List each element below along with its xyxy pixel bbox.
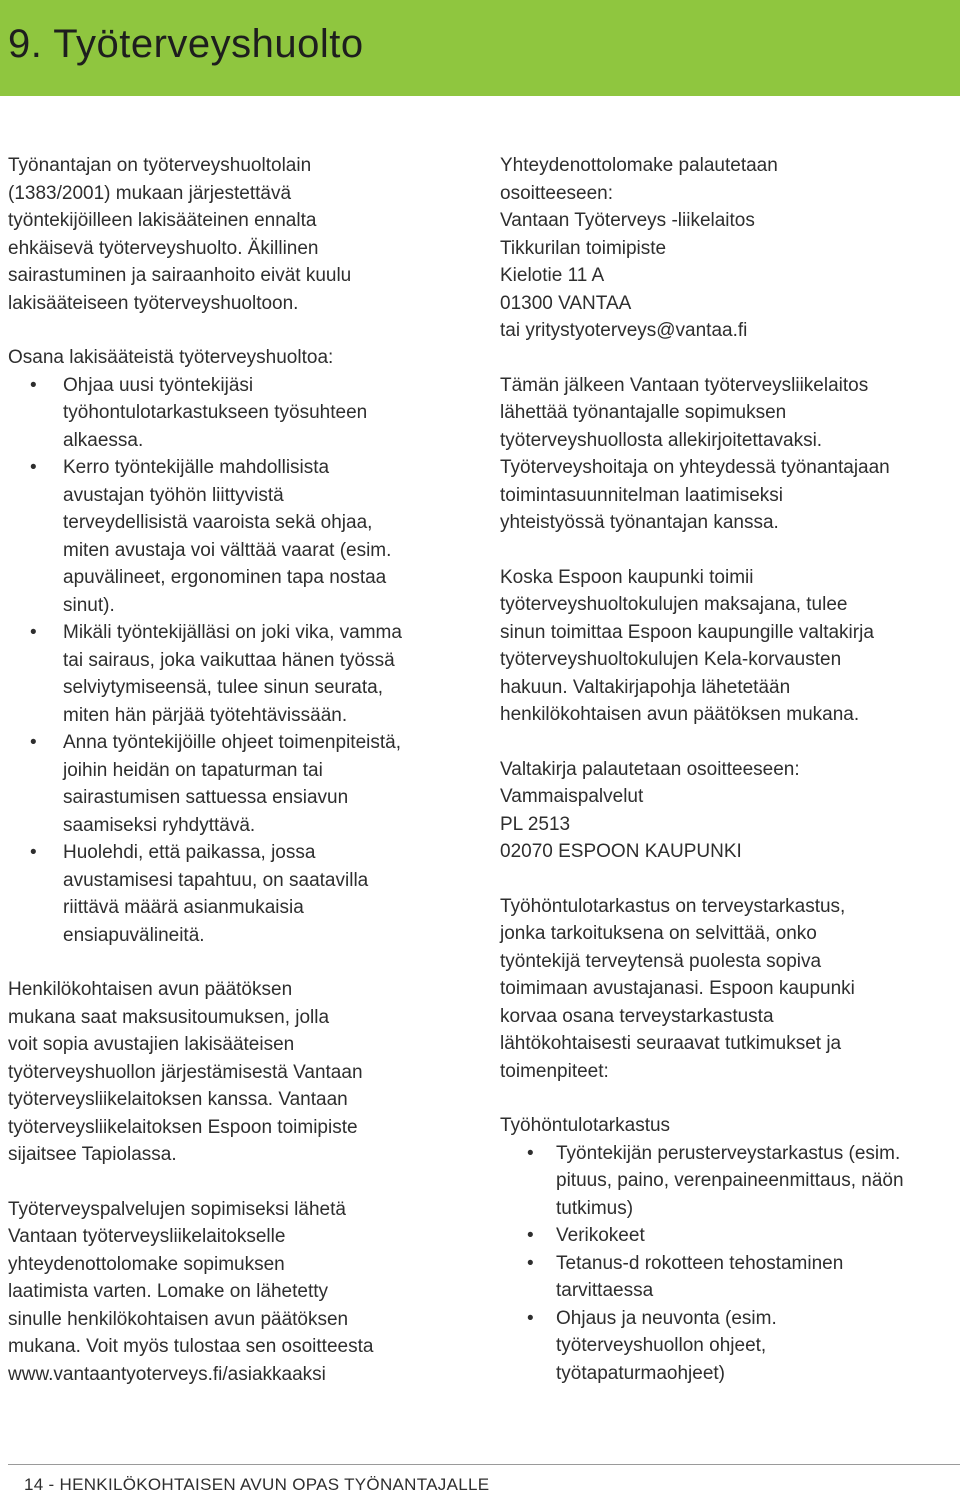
list-item: • Mikäli työntekijälläsi on joki vika, vamma tai sairaus, joka vaikuttaa hänen työssä selviytymiseensä, tulee sinun seurata, miten hän pärjää työtehtävissään. <box>8 619 468 729</box>
list-item: • Työntekijän perusterveystarkastus (esim. pituus, paino, verenpaineenmittaus, näön tutkimus) <box>500 1140 960 1223</box>
agreement-paragraph: Tämän jälkeen Vantaan työterveysliikelaitos lähettää työnantajalle sopimuksen työterveyshuollosta allekirjoitettavaksi. Työterveyshoitaja on yhteydessä työnantajaan toimintasuunnitelman laatimiseksi yhteistyössä työnantajan kanssa. <box>500 374 890 533</box>
inspection-list-title: Työhöntulotarkastus <box>500 1115 671 1136</box>
commitment-paragraph: Henkilökohtaisen avun päätöksen mukana saat maksusitoumuksen, jolla voit sopia avustajien lakisääteisen työterveyshuollon järjestämisestä Vantaan työterveysliikelaitoksen kanssa. Vantaan työterveysliikelaitoksen Espoon toimipiste sijaitsee Tapiolassa. <box>8 979 363 1165</box>
list-item: • Verikokeet <box>500 1222 960 1250</box>
proxy-address: Valtakirja palautetaan osoitteeseen: Vammaispalvelut PL 2513 02070 ESPOON KAUPUNKI <box>500 758 800 862</box>
list-item: • Ohjaus ja neuvonta (esim. työterveyshuollon ohjeet, työtapaturmaohjeet) <box>500 1305 960 1388</box>
inspection-list <box>500 1140 960 1388</box>
footer-divider <box>8 1464 960 1465</box>
bullet-icon: • <box>30 732 37 753</box>
bullet-icon: • <box>30 622 37 643</box>
bullet-icon: • <box>30 374 37 396</box>
return-address: Yhteydenottolomake palautetaan osoitteeseen: Vantaan Työterveys -liikelaitos Tikkurilan toimipiste Kielotie 11 A 01300 VANTAA tai yritystyoterveys@vantaa.fi <box>500 155 778 341</box>
inspection-paragraph: Työhöntulotarkastus on terveystarkastus, jonka tarkoituksena on selvittää, onko työntekijä terveytensä puolesta sopiva toimimaan avustajanasi. Espoon kaupunki korvaa osana terveystarkastusta lähtökohtaisesti seuraavat tutkimukset ja toimenpiteet: <box>500 895 855 1082</box>
bullet-icon: • <box>527 1142 534 1164</box>
left-column <box>8 152 468 1388</box>
right-column <box>500 152 960 1387</box>
list-item: • Huolehdi, että paikassa, jossa avustamisesi tapahtuu, on saatavilla riittävä määrä asianmukaisia ensiapuvälineitä. <box>8 839 468 949</box>
list-item: • Tetanus-d rokotteen tehostaminen tarvittaessa <box>500 1250 960 1305</box>
bullet-icon: • <box>527 1252 534 1274</box>
page-footer: 14 - HENKILÖKOHTAISEN AVUN OPAS TYÖNANTAJALLE <box>24 1475 490 1494</box>
payment-paragraph: Koska Espoon kaupunki toimii työterveyshuoltokulujen maksajana, tulee sinun toimittaa Espoon kaupungille valtakirja työterveyshuoltokulujen Kela-korvausten hakuun. Valtakirjapohja lähetetään henkilökohtaisen avun päätöksen mukana. <box>500 566 874 725</box>
page-title: 9. Työterveyshuolto <box>8 22 364 66</box>
duties-list-title: Osana lakisääteistä työterveyshuoltoa: <box>8 347 334 368</box>
intro-paragraph: Työnantajan on työterveyshuoltolain (1383/2001) mukaan järjestettävä työntekijöilleen lakisääteinen ennalta ehkäisevä työterveyshuolto. Äkillinen sairastuminen ja sairaanhoito eivät kuulu lakisääteiseen työterveyshuoltoon. <box>8 155 352 314</box>
list-item: • Ohjaa uusi työntekijäsi työhontulotarkastukseen työsuhteen alkaessa. <box>8 372 468 455</box>
bullet-icon: • <box>30 842 37 863</box>
duties-list <box>8 372 468 950</box>
bullet-icon: • <box>30 457 37 478</box>
bullet-icon: • <box>527 1307 534 1329</box>
bullet-icon: • <box>527 1225 534 1246</box>
list-item: • Kerro työntekijälle mahdollisista avustajan työhön liittyvistä terveydellisistä vaaroista sekä ohjaa, miten avustaja voi välttää vaarat (esim. apuvälineet, ergonominen tapa nostaa sinut). <box>8 454 468 619</box>
contract-paragraph: Työterveyspalvelujen sopimiseksi lähetä Vantaan työterveysliikelaitokselle yhteydenottolomake sopimuksen laatimista varten. Lomake on lähetetty sinulle henkilökohtaisen avun päätöksen mukana. Voit myös tulostaa sen osoitteesta www.vantaantyoterveys.fi/asiakkaaksi <box>8 1198 374 1385</box>
list-item: • Anna työntekijöille ohjeet toimenpiteistä, joihin heidän on tapaturman tai sairastumisen sattuessa ensiavun saamiseksi ryhdyttävä. <box>8 729 468 839</box>
